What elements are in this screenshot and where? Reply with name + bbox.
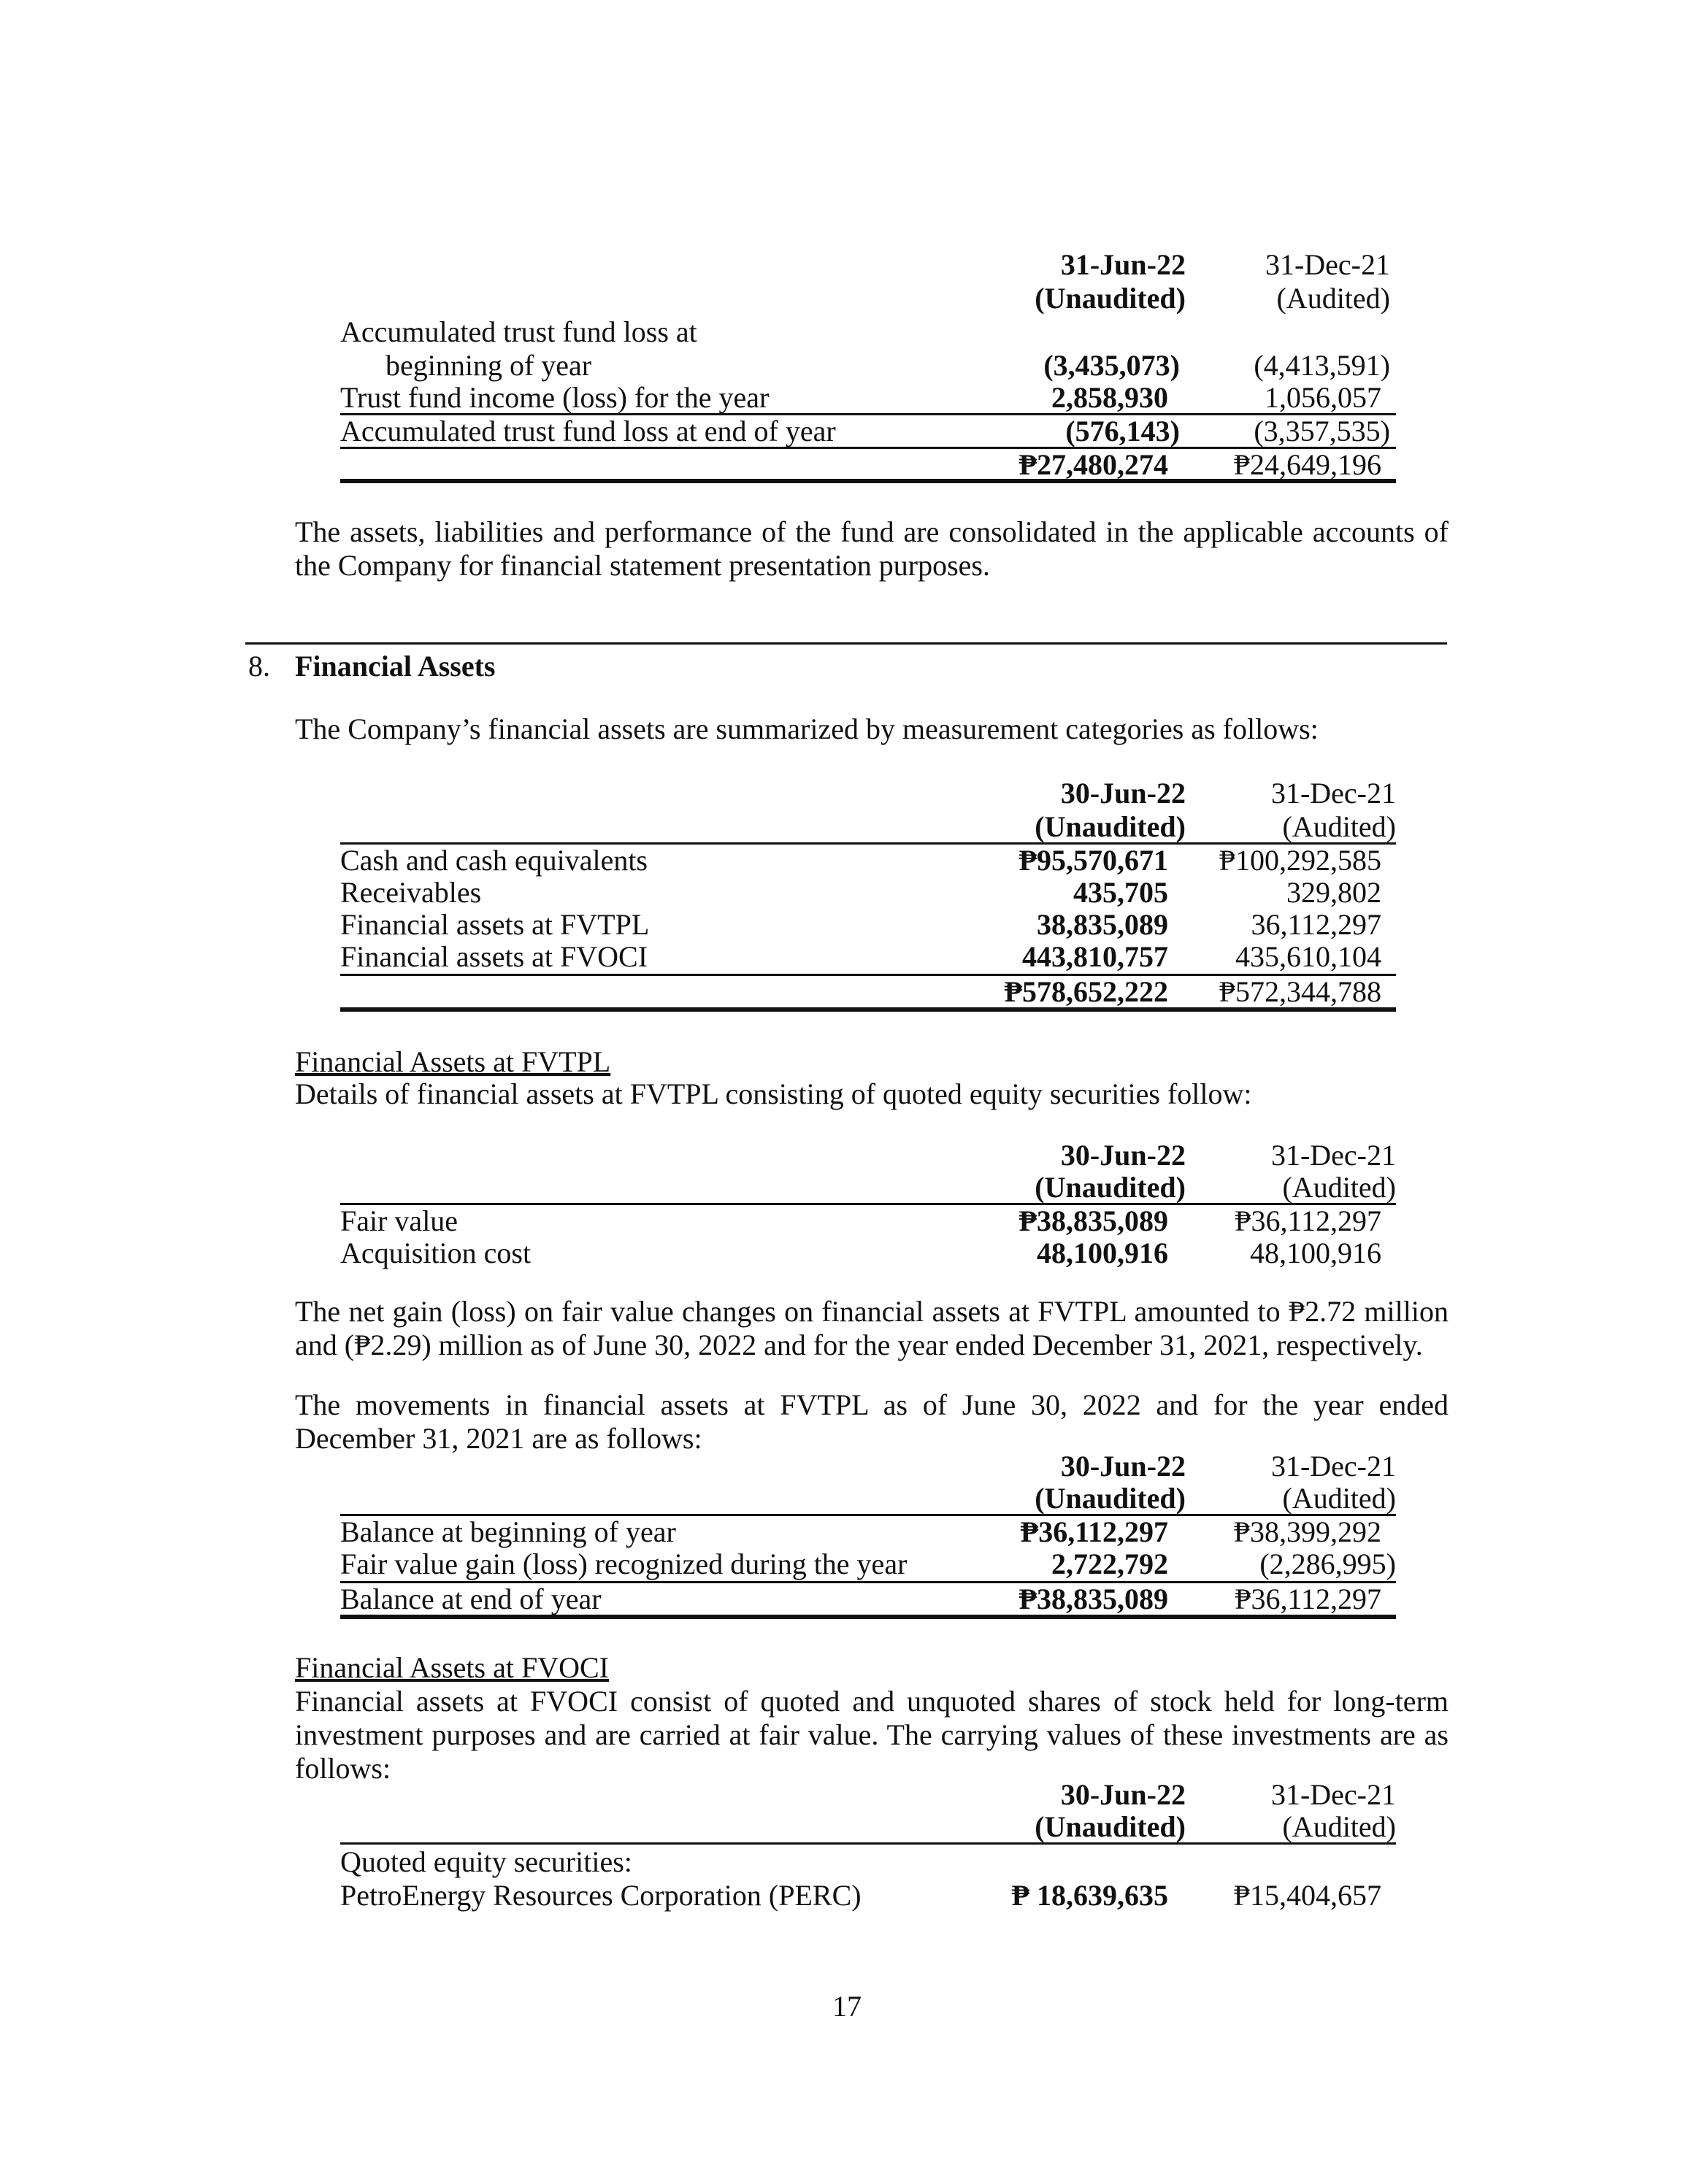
mv-double-rule: [340, 1615, 1396, 1619]
trust-row1-value2: (4,413,591): [1254, 349, 1390, 382]
fvtpl-row-value1: ₱38,835,089: [1018, 1204, 1168, 1237]
trust-row1-label-cont: beginning of year: [385, 349, 592, 382]
fvoci-group-label: Quoted equity securities:: [340, 1845, 632, 1878]
fvtpl-col1-header: 30-Jun-22: [1060, 1139, 1186, 1172]
fa-row-value1: ₱95,570,671: [1018, 844, 1168, 877]
fvoci-col2-header: 31-Dec-21: [1270, 1778, 1396, 1811]
mv-total-value2: ₱36,112,297: [1235, 1583, 1381, 1615]
trust-double-rule: [340, 479, 1396, 483]
trust-col2-header: 31-Dec-21: [1265, 248, 1390, 281]
fa-row-value1: 38,835,089: [1037, 908, 1168, 941]
section-divider: [245, 642, 1447, 645]
trust-row2-label: Trust fund income (loss) for the year: [340, 381, 770, 414]
fa-col2-subheader: (Audited): [1282, 810, 1396, 843]
mv-col2-header: 31-Dec-21: [1270, 1450, 1396, 1483]
trust-row3-label: Accumulated trust fund loss at end of year: [340, 415, 836, 447]
mv-row-value1: ₱36,112,297: [1020, 1515, 1168, 1548]
fa-row-value2: 435,610,104: [1235, 940, 1381, 973]
trust-total-value1: ₱27,480,274: [1018, 448, 1168, 481]
fvoci-header-rule: [340, 1842, 1396, 1845]
trust-total-value2: ₱24,649,196: [1233, 448, 1381, 481]
mv-row-label: Balance at beginning of year: [340, 1515, 676, 1548]
mv-col1-header: 30-Jun-22: [1060, 1450, 1186, 1483]
fa-col1-subheader: (Unaudited): [1035, 810, 1186, 843]
page-number: 17: [832, 1990, 862, 2023]
fvoci-row-value2: ₱15,404,657: [1233, 1879, 1381, 1912]
trust-row2-value1: 2,858,930: [1051, 381, 1168, 414]
fvtpl-intro: Details of financial assets at FVTPL consisting of quoted equity securities follow:: [295, 1077, 1252, 1110]
fa-total-value2: ₱572,344,788: [1219, 975, 1381, 1008]
section-title: Financial Assets: [295, 650, 496, 682]
trust-col2-subheader: (Audited): [1276, 282, 1390, 315]
mv-row-value1: 2,722,792: [1051, 1547, 1168, 1580]
fa-row-label: Financial assets at FVOCI: [340, 940, 648, 973]
mv-col2-subheader: (Audited): [1282, 1482, 1396, 1515]
mv-row-value2: (2,286,995): [1259, 1547, 1396, 1580]
fa-row-value2: ₱100,292,585: [1219, 844, 1381, 877]
fvtpl-row-value2: ₱36,112,297: [1235, 1204, 1381, 1237]
fvtpl-movement-paragraph: The movements in financial assets at FVTPL as of June 30, 2022 and for the year ended December 31, 2021 are as follows:: [295, 1388, 1449, 1455]
fvtpl-row-value1: 48,100,916: [1037, 1237, 1168, 1269]
trust-col1-subheader: (Unaudited): [1035, 282, 1186, 315]
fa-row-label: Financial assets at FVTPL: [340, 908, 650, 941]
fvtpl-col2-header: 31-Dec-21: [1270, 1139, 1396, 1172]
fvtpl-row-label: Acquisition cost: [340, 1237, 532, 1269]
fa-row-value1: 435,705: [1073, 876, 1168, 909]
fvtpl-col2-subheader: (Audited): [1282, 1171, 1396, 1204]
fvoci-col1-header: 30-Jun-22: [1060, 1778, 1186, 1811]
mv-row-value2: ₱38,399,292: [1233, 1515, 1381, 1548]
fa-row-value2: 329,802: [1286, 876, 1381, 909]
fvtpl-row-value2: 48,100,916: [1250, 1237, 1381, 1269]
fvtpl-heading: Financial Assets at FVTPL: [295, 1045, 611, 1078]
fvoci-col2-subheader: (Audited): [1282, 1810, 1396, 1843]
fvtpl-col1-subheader: (Unaudited): [1035, 1171, 1186, 1204]
fa-row-value1: 443,810,757: [1022, 940, 1168, 973]
mv-total-value1: ₱38,835,089: [1018, 1583, 1168, 1615]
mv-row-label: Fair value gain (loss) recognized during the year: [340, 1547, 908, 1580]
fa-row-label: Receivables: [340, 876, 482, 909]
section-intro: The Company’s financial assets are summarized by measurement categories as follows:: [295, 712, 1319, 745]
section-number: 8.: [248, 650, 270, 682]
mv-total-label: Balance at end of year: [340, 1583, 602, 1615]
fa-row-value2: 36,112,297: [1251, 908, 1381, 941]
trust-row3-value1: (576,143): [1065, 415, 1180, 447]
fvoci-col1-subheader: (Unaudited): [1035, 1810, 1186, 1843]
trust-row1-value1: (3,435,073): [1043, 349, 1180, 382]
fvoci-heading: Financial Assets at FVOCI: [295, 1651, 609, 1684]
trust-row2-value2: 1,056,057: [1265, 381, 1381, 414]
fa-col2-header: 31-Dec-21: [1270, 777, 1396, 810]
fvoci-intro: Financial assets at FVOCI consist of quoted and unquoted shares of stock held for long-term investment purposes and are carried at fair value. The carrying values of these investments are as follows:: [295, 1685, 1449, 1785]
fvoci-row-value1: ₱ 18,639,635: [1011, 1879, 1168, 1912]
fvtpl-row-label: Fair value: [340, 1204, 459, 1237]
fa-double-rule: [340, 1007, 1396, 1012]
trust-col1-header: 31-Jun-22: [1060, 248, 1186, 281]
trust-row1-label: Accumulated trust fund loss at: [340, 315, 697, 348]
fvoci-row-label: PetroEnergy Resources Corporation (PERC): [340, 1879, 862, 1912]
fa-col1-header: 30-Jun-22: [1060, 777, 1186, 810]
fa-row-label: Cash and cash equivalents: [340, 844, 648, 877]
fvtpl-gain-paragraph: The net gain (loss) on fair value changes on financial assets at FVTPL amounted to ₱2.72 million and (₱2.29) million as of June 30, 2022 and for the year ended December 31, 2021, respectively.: [295, 1295, 1449, 1361]
mv-col1-subheader: (Unaudited): [1035, 1482, 1186, 1515]
consolidation-paragraph: The assets, liabilities and performance of the fund are consolidated in the applicable accounts of the Company for financial statement presentation purposes.: [295, 515, 1449, 582]
fa-total-value1: ₱578,652,222: [1004, 975, 1168, 1008]
trust-row3-value2: (3,357,535): [1254, 415, 1390, 447]
